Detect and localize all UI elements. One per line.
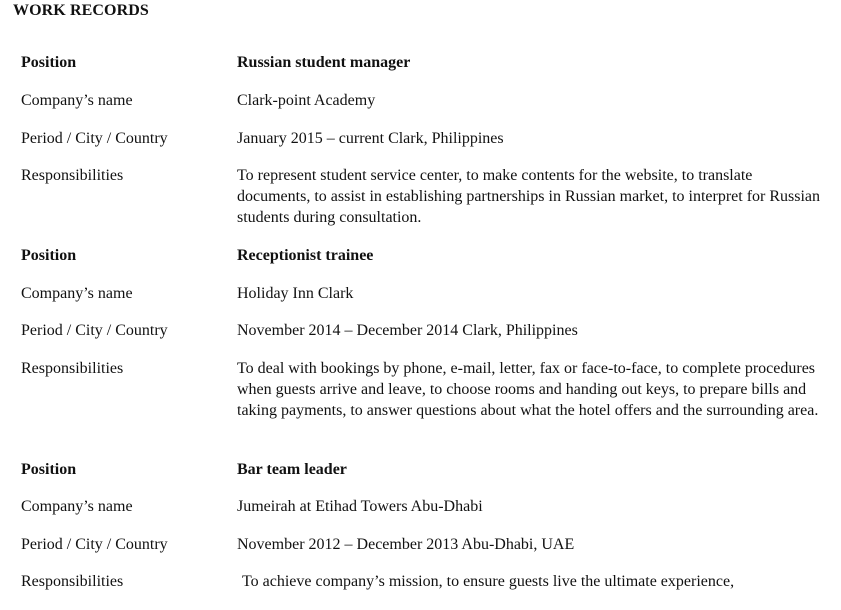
responsibilities-label: Responsibilities [21, 573, 124, 590]
company-label: Company’s name [21, 285, 133, 302]
period-value: November 2012 – December 2013 Abu-Dhabi, UAE [237, 536, 575, 553]
position-value: Bar team leader [237, 461, 347, 478]
section-title: WORK RECORDS [13, 2, 149, 19]
responsibilities-label: Responsibilities [21, 360, 124, 377]
period-label: Period / City / Country [21, 130, 168, 147]
responsibilities-label: Responsibilities [21, 167, 124, 184]
period-label: Period / City / Country [21, 322, 168, 339]
responsibilities-value: To achieve company’s mission, to ensure guests live the ultimate experience, [242, 573, 735, 590]
company-label: Company’s name [21, 498, 133, 515]
position-label: Position [21, 247, 77, 264]
period-value: November 2014 – December 2014 Clark, Philippines [237, 322, 578, 339]
position-value: Russian student manager [237, 54, 411, 71]
period-label: Period / City / Country [21, 536, 168, 553]
period-value: January 2015 – current Clark, Philippines [237, 130, 504, 147]
position-value: Receptionist trainee [237, 247, 374, 264]
position-label: Position [21, 54, 77, 71]
company-value: Clark-point Academy [237, 92, 376, 109]
company-label: Company’s name [21, 92, 133, 109]
company-value: Jumeirah at Etihad Towers Abu-Dhabi [237, 498, 483, 515]
responsibilities-value: To represent student service center, to make contents for the website, to translate documents, to assist in establishing partnerships in Russian market, to interpret for Russian students during consultation. [237, 167, 821, 226]
position-label: Position [21, 461, 77, 478]
company-value: Holiday Inn Clark [237, 285, 354, 302]
responsibilities-value: To deal with bookings by phone, e-mail, letter, fax or face-to-face, to complete procedures when guests arrive and leave, to choose rooms and handing out keys, to prepare bills and taking payments, to answer questions about what the hotel offers and the surrounding area. [237, 360, 819, 419]
